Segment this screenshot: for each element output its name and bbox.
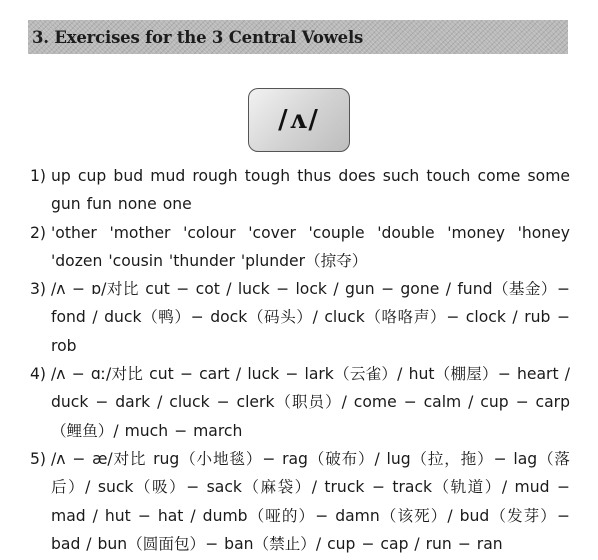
exercise-list xyxy=(30,162,570,558)
exercise-number: 3) xyxy=(30,280,47,299)
exercise-text: 'other 'mother 'colour 'cover 'couple 'double 'money 'honey 'dozen 'cousin 'thunder 'plunder（掠夺） xyxy=(51,223,570,270)
section-title: 3. Exercises for the 3 Central Vowels xyxy=(32,27,364,47)
exercise-number: 2) xyxy=(30,223,47,242)
exercise-text: up cup bud mud rough tough thus does such touch come some gun fun none one xyxy=(51,167,570,214)
exercise-number: 1) xyxy=(30,167,47,185)
exercise-item-3 xyxy=(30,275,570,360)
exercise-text: /ʌ − ɒ/对比 cut − cot / luck − lock / gun − gone / fund（基金）− fond / duck（鸭）− dock（码头）/ cluck（咯咯声）− clock / rub − rob xyxy=(51,280,570,355)
vowel-symbol-box xyxy=(248,88,350,152)
exercise-item-2 xyxy=(30,219,570,276)
exercise-item-4 xyxy=(30,360,570,445)
exercise-number: 5) xyxy=(30,449,47,468)
exercise-item-1 xyxy=(30,162,570,219)
vowel-symbol: /ʌ/ xyxy=(278,105,320,135)
section-header xyxy=(28,20,568,54)
exercise-text: /ʌ − æ/对比 rug（小地毯）− rag（破布）/ lug（拉，拖）− lag（落后）/ suck（吸）− sack（麻袋）/ truck − track（轨道）/ mud − mad / hut − hat / dumb（哑的）− damn（该死）/ bud（发芽）− bad / bun（圆面包）− ban（禁止）/ cup − cap / run − ran xyxy=(51,449,570,553)
exercise-text: /ʌ − ɑː/对比 cut − cart / luck − lark（云雀）/ hut（棚屋）− heart / duck − dark / cluck − clerk（职员）/ come − calm / cup − carp（鲤鱼）/ much − march xyxy=(51,365,570,440)
exercise-number: 4) xyxy=(30,365,47,384)
exercise-item-5 xyxy=(30,445,570,558)
